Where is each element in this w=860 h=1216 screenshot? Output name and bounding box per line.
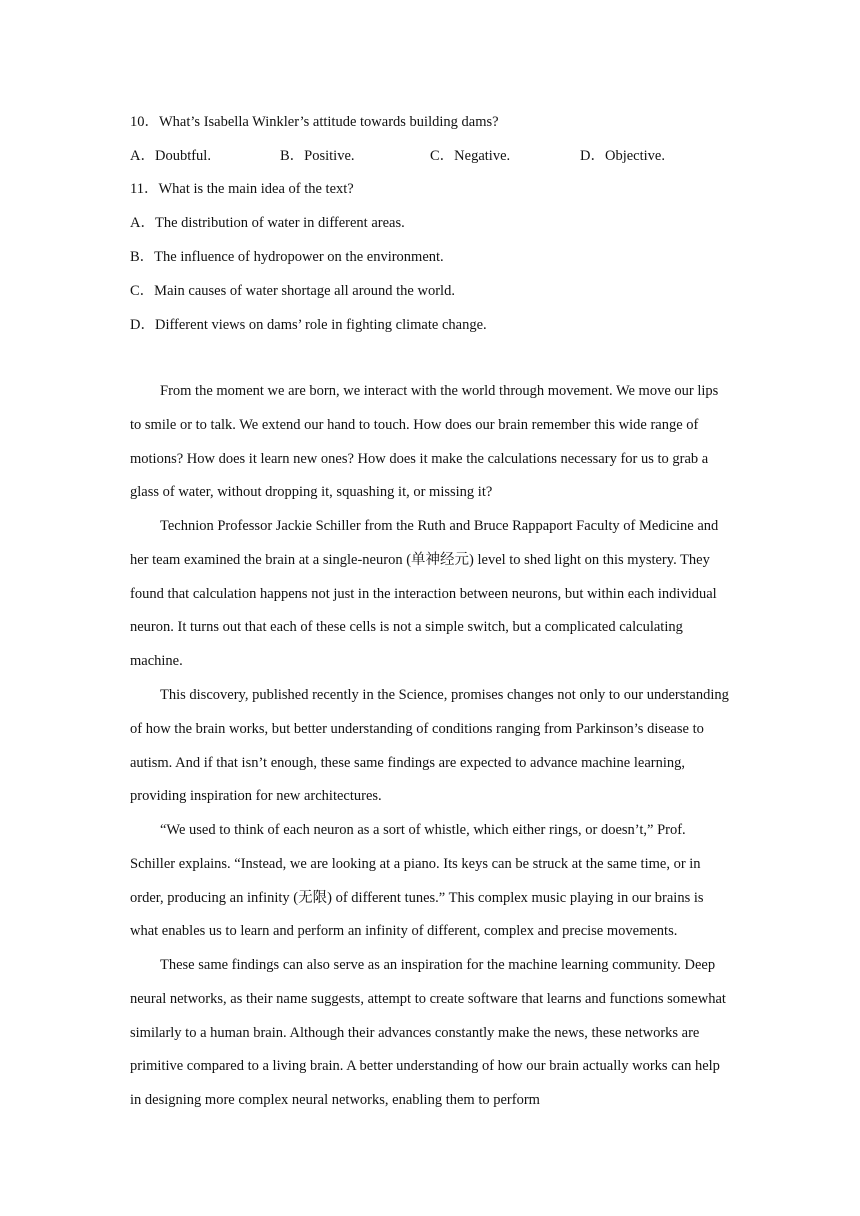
passage-paragraph-1: From the moment we are born, we interact with the world through movement. We move our lips to smile or to talk. We extend our hand to touch. How does our brain remember this wide range of motions? How does it learn new ones? How does it make the calculations necessary for us to grab a glass of water, without dropping it, squashing it, or missing it? [130, 383, 719, 501]
question-10-option-c: C．Negative. [430, 148, 511, 164]
question-10-option-d: D．Objective. [580, 148, 665, 164]
question-11-option-b: B．The influence of hydropower on the environment. [130, 249, 444, 265]
question-11-option-d: D．Different views on dams’ role in fighting climate change. [130, 317, 487, 333]
passage-paragraph-5: These same findings can also serve as an inspiration for the machine learning community. Deep neural networks, as their name suggests, attempt to create software that learns and functions somewhat similarly to a human brain. Although their advances constantly make the news, these networks are primitive compared to a living brain. A better understanding of how our brain actually works can help in designing more complex neural networks, enabling them to perform [130, 957, 726, 1109]
passage-paragraph-4: “We used to think of each neuron as a sort of whistle, which either rings, or doesn’t,” Prof. Schiller explains. “Instead, we are looking at a piano. Its keys can be struck at the same time, or in order, producing an infinity (无限) of different tunes.” This complex music playing in our brains is what enables us to learn and perform an infinity of different, complex and precise movements. [130, 822, 704, 940]
passage-paragraph-3: This discovery, published recently in the Science, promises changes not only to our understanding of how the brain works, but better understanding of conditions ranging from Parkinson’s disease to autism. And if that isn’t enough, these same findings are expected to advance machine learning, providing inspiration for new architectures. [130, 687, 729, 805]
question-10-option-b: B．Positive. [280, 148, 355, 164]
question-10-stem: 10．What’s Isabella Winkler’s attitude towards building dams? [130, 114, 499, 130]
question-11-option-a: A．The distribution of water in different areas. [130, 215, 405, 231]
question-11-stem: 11．What is the main idea of the text? [130, 181, 354, 197]
passage-paragraph-2: Technion Professor Jackie Schiller from the Ruth and Bruce Rappaport Faculty of Medicine and her team examined the brain at a single-neuron (单神经元) level to shed light on this mystery. They found that calculation happens not just in the interaction between neurons, but within each individual neuron. It turns out that each of these cells is not a simple switch, but a complicated calculating machine. [130, 518, 719, 670]
question-11-option-c: C．Main causes of water shortage all around the world. [130, 283, 455, 299]
question-10-option-a: A．Doubtful. [130, 148, 211, 164]
